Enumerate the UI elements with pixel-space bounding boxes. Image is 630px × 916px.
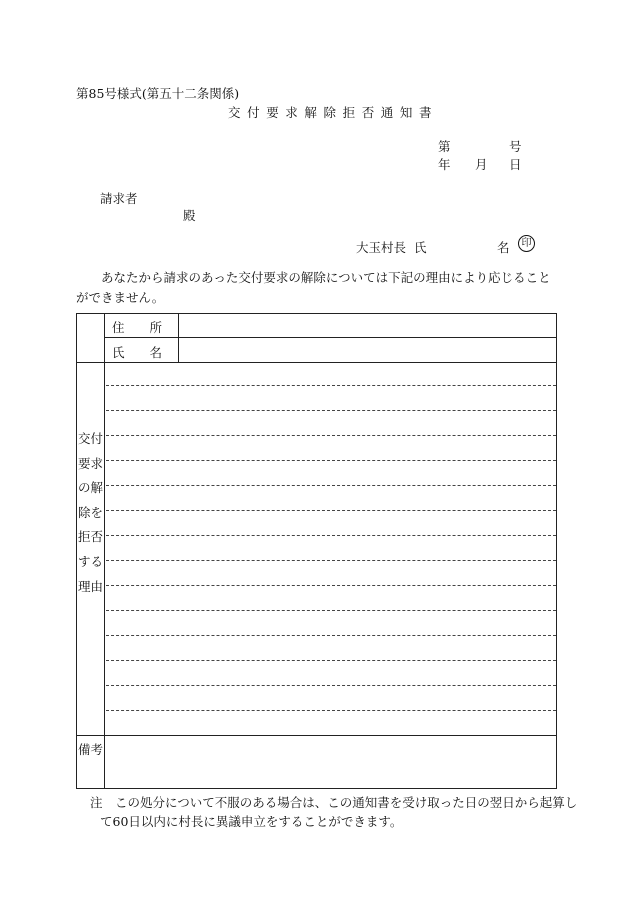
row-divider: [77, 362, 556, 363]
body-text: あなたから請求のあった交付要求の解除については下記の理由により応じることができません。: [76, 270, 551, 305]
date-month: 月: [475, 157, 488, 172]
name-label: 氏 名: [112, 345, 163, 360]
number-prefix: 第: [438, 139, 451, 154]
row-divider: [104, 337, 556, 338]
reason-field[interactable]: [106, 364, 554, 733]
seal-mark: 印: [518, 235, 535, 252]
remarks-field[interactable]: [106, 737, 554, 787]
reason-label: 交付要求の解除を拒否する理由: [77, 431, 103, 594]
form-number-label: 第85号様式(第五十二条関係): [76, 86, 240, 101]
label-column-divider: [178, 314, 179, 362]
number-suffix: 号: [509, 139, 522, 154]
requester-label: 請求者: [100, 191, 138, 206]
note-line-1: この処分について不服のある場合は、この通知書を受け取った日の翌日から起算し: [115, 795, 578, 810]
date-day: 日: [509, 157, 522, 172]
issuer-surname-label: 氏: [414, 240, 427, 255]
name-field[interactable]: [180, 339, 554, 360]
issuer-title: 大玉村長: [356, 240, 407, 255]
document-title: 交付要求解除拒否通知書: [228, 105, 439, 120]
left-column-divider: [104, 314, 105, 788]
honorific: 殿: [183, 208, 196, 223]
issuer-given-name-label: 名: [497, 240, 510, 255]
date-year: 年: [438, 157, 451, 172]
remarks-label: 備考: [77, 742, 103, 757]
notice-table: [76, 313, 557, 789]
row-divider: [77, 735, 556, 736]
note-line-2: て60日以内に村長に異議申立をすることができます。: [100, 814, 403, 829]
note-mark: 注: [90, 795, 103, 810]
address-field[interactable]: [180, 315, 554, 336]
address-label: 住 所: [112, 320, 163, 335]
